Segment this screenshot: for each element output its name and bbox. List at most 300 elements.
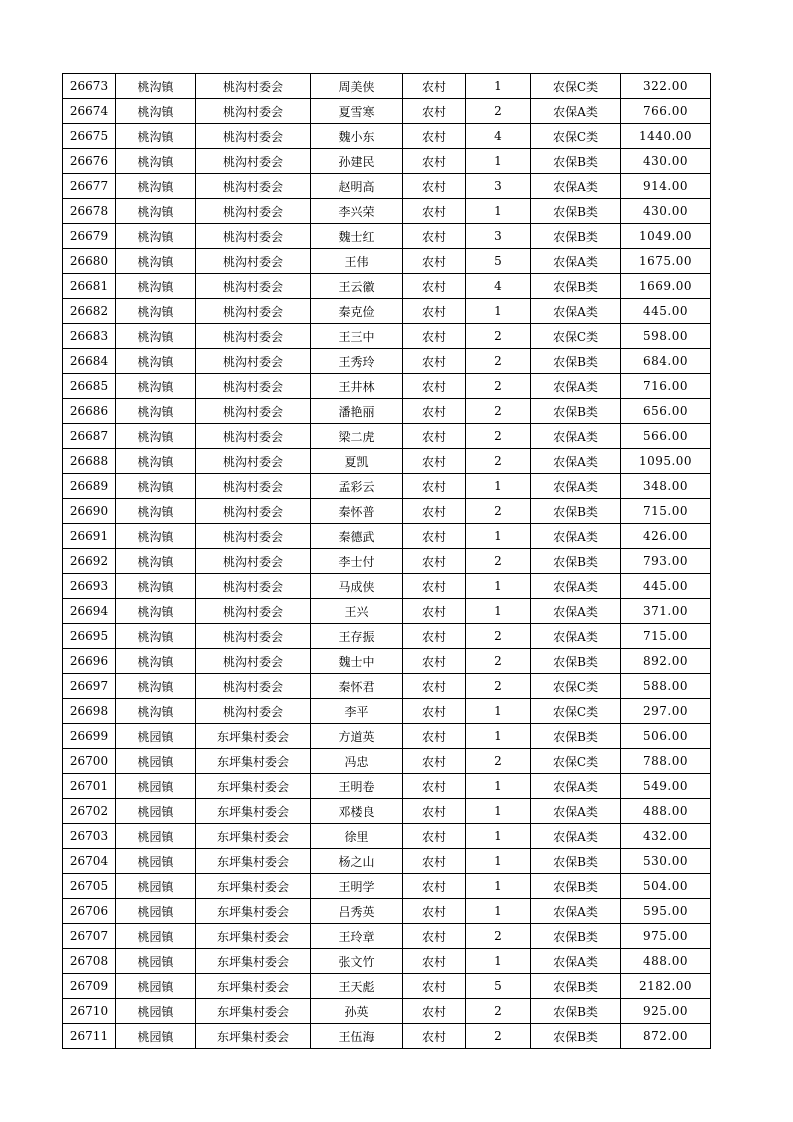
person-count: 5 [466,249,531,274]
village-committee: 桃沟村委会 [196,199,311,224]
amount: 432.00 [621,824,711,849]
person-name: 孟彩云 [311,474,403,499]
amount: 788.00 [621,749,711,774]
person-name: 秦德武 [311,524,403,549]
insurance-category: 农保C类 [531,674,621,699]
serial-number: 26710 [63,999,116,1024]
table-row [63,1024,711,1049]
amount: 1095.00 [621,449,711,474]
table-row [63,699,711,724]
town-name: 桃沟镇 [116,599,196,624]
insurance-category: 农保A类 [531,174,621,199]
village-committee: 桃沟村委会 [196,149,311,174]
serial-number: 26702 [63,799,116,824]
amount: 914.00 [621,174,711,199]
person-name: 秦怀君 [311,674,403,699]
residence-type: 农村 [403,474,466,499]
village-committee: 桃沟村委会 [196,424,311,449]
town-name: 桃沟镇 [116,149,196,174]
table-row [63,324,711,349]
town-name: 桃园镇 [116,799,196,824]
amount: 426.00 [621,524,711,549]
serial-number: 26711 [63,1024,116,1049]
residence-type: 农村 [403,74,466,99]
residence-type: 农村 [403,124,466,149]
serial-number: 26703 [63,824,116,849]
serial-number: 26691 [63,524,116,549]
person-count: 1 [466,899,531,924]
serial-number: 26694 [63,599,116,624]
person-name: 魏士中 [311,649,403,674]
amount: 506.00 [621,724,711,749]
serial-number: 26701 [63,774,116,799]
village-committee: 桃沟村委会 [196,449,311,474]
person-count: 4 [466,124,531,149]
amount: 766.00 [621,99,711,124]
person-count: 2 [466,749,531,774]
table-row [63,449,711,474]
serial-number: 26709 [63,974,116,999]
town-name: 桃沟镇 [116,324,196,349]
person-count: 1 [466,149,531,174]
serial-number: 26688 [63,449,116,474]
town-name: 桃沟镇 [116,574,196,599]
person-count: 2 [466,549,531,574]
town-name: 桃园镇 [116,899,196,924]
village-committee: 东坪集村委会 [196,749,311,774]
table-row [63,199,711,224]
insurance-category: 农保B类 [531,224,621,249]
village-committee: 桃沟村委会 [196,274,311,299]
village-committee: 东坪集村委会 [196,849,311,874]
town-name: 桃沟镇 [116,249,196,274]
person-name: 马成侠 [311,574,403,599]
serial-number: 26696 [63,649,116,674]
residence-type: 农村 [403,624,466,649]
person-name: 吕秀英 [311,899,403,924]
person-name: 孙英 [311,999,403,1024]
village-committee: 桃沟村委会 [196,374,311,399]
amount: 656.00 [621,399,711,424]
town-name: 桃沟镇 [116,374,196,399]
town-name: 桃沟镇 [116,224,196,249]
village-committee: 桃沟村委会 [196,499,311,524]
residence-type: 农村 [403,449,466,474]
serial-number: 26678 [63,199,116,224]
table-row [63,799,711,824]
amount: 872.00 [621,1024,711,1049]
person-name: 王伟 [311,249,403,274]
person-name: 王明卷 [311,774,403,799]
insurance-category: 农保C类 [531,74,621,99]
serial-number: 26700 [63,749,116,774]
village-committee: 桃沟村委会 [196,674,311,699]
town-name: 桃园镇 [116,974,196,999]
amount: 322.00 [621,74,711,99]
serial-number: 26679 [63,224,116,249]
village-committee: 桃沟村委会 [196,124,311,149]
insurance-category: 农保A类 [531,774,621,799]
residence-type: 农村 [403,799,466,824]
residence-type: 农村 [403,899,466,924]
insurance-category: 农保B类 [531,549,621,574]
town-name: 桃沟镇 [116,624,196,649]
town-name: 桃沟镇 [116,124,196,149]
person-count: 2 [466,1024,531,1049]
residence-type: 农村 [403,949,466,974]
town-name: 桃园镇 [116,724,196,749]
table-row [63,649,711,674]
insurance-category: 农保C类 [531,699,621,724]
insurance-category: 农保A类 [531,99,621,124]
person-name: 王秀玲 [311,349,403,374]
town-name: 桃园镇 [116,949,196,974]
residence-type: 农村 [403,574,466,599]
person-name: 魏士红 [311,224,403,249]
village-committee: 桃沟村委会 [196,74,311,99]
person-name: 徐里 [311,824,403,849]
insurance-category: 农保B类 [531,849,621,874]
table-row [63,274,711,299]
insurance-category: 农保B类 [531,924,621,949]
person-count: 1 [466,74,531,99]
serial-number: 26705 [63,874,116,899]
insurance-category: 农保A类 [531,424,621,449]
amount: 371.00 [621,599,711,624]
person-count: 2 [466,649,531,674]
insurance-category: 农保B类 [531,999,621,1024]
serial-number: 26673 [63,74,116,99]
village-committee: 桃沟村委会 [196,624,311,649]
table-row [63,749,711,774]
serial-number: 26708 [63,949,116,974]
person-name: 王伍海 [311,1024,403,1049]
residence-type: 农村 [403,299,466,324]
person-name: 赵明高 [311,174,403,199]
residence-type: 农村 [403,549,466,574]
table-row [63,349,711,374]
person-name: 夏雪寒 [311,99,403,124]
village-committee: 桃沟村委会 [196,349,311,374]
town-name: 桃园镇 [116,924,196,949]
serial-number: 26676 [63,149,116,174]
person-count: 2 [466,499,531,524]
residence-type: 农村 [403,274,466,299]
amount: 1049.00 [621,224,711,249]
insurance-category: 农保B类 [531,349,621,374]
village-committee: 东坪集村委会 [196,974,311,999]
serial-number: 26699 [63,724,116,749]
residence-type: 农村 [403,224,466,249]
residence-type: 农村 [403,349,466,374]
amount: 504.00 [621,874,711,899]
table-row [63,974,711,999]
village-committee: 桃沟村委会 [196,524,311,549]
town-name: 桃沟镇 [116,349,196,374]
person-count: 3 [466,174,531,199]
village-committee: 桃沟村委会 [196,249,311,274]
residence-type: 农村 [403,1024,466,1049]
serial-number: 26698 [63,699,116,724]
amount: 595.00 [621,899,711,924]
town-name: 桃沟镇 [116,274,196,299]
table-row [63,724,711,749]
person-count: 1 [466,699,531,724]
insurance-category: 农保B类 [531,199,621,224]
village-committee: 桃沟村委会 [196,474,311,499]
insurance-category: 农保A类 [531,474,621,499]
amount: 566.00 [621,424,711,449]
residence-type: 农村 [403,499,466,524]
amount: 684.00 [621,349,711,374]
person-count: 2 [466,424,531,449]
town-name: 桃沟镇 [116,524,196,549]
person-name: 李平 [311,699,403,724]
town-name: 桃沟镇 [116,99,196,124]
person-count: 1 [466,199,531,224]
person-count: 1 [466,724,531,749]
person-name: 秦克俭 [311,299,403,324]
person-count: 2 [466,349,531,374]
person-count: 4 [466,274,531,299]
amount: 488.00 [621,799,711,824]
person-name: 李兴荣 [311,199,403,224]
insurance-category: 农保A类 [531,799,621,824]
town-name: 桃沟镇 [116,74,196,99]
amount: 445.00 [621,574,711,599]
amount: 348.00 [621,474,711,499]
table-row [63,149,711,174]
person-name: 王云徽 [311,274,403,299]
insurance-category: 农保A类 [531,624,621,649]
table-row [63,99,711,124]
amount: 925.00 [621,999,711,1024]
town-name: 桃沟镇 [116,449,196,474]
serial-number: 26695 [63,624,116,649]
person-name: 王三中 [311,324,403,349]
village-committee: 桃沟村委会 [196,549,311,574]
person-name: 孙建民 [311,149,403,174]
residence-type: 农村 [403,749,466,774]
town-name: 桃沟镇 [116,399,196,424]
table-row [63,424,711,449]
village-committee: 东坪集村委会 [196,799,311,824]
person-name: 周美侠 [311,74,403,99]
village-committee: 桃沟村委会 [196,649,311,674]
person-name: 魏小东 [311,124,403,149]
table-row [63,474,711,499]
town-name: 桃沟镇 [116,499,196,524]
person-count: 1 [466,299,531,324]
person-count: 1 [466,799,531,824]
village-committee: 桃沟村委会 [196,299,311,324]
village-committee: 东坪集村委会 [196,924,311,949]
residence-type: 农村 [403,149,466,174]
town-name: 桃沟镇 [116,674,196,699]
town-name: 桃园镇 [116,749,196,774]
serial-number: 26686 [63,399,116,424]
person-count: 1 [466,849,531,874]
person-count: 2 [466,374,531,399]
person-count: 2 [466,449,531,474]
serial-number: 26674 [63,99,116,124]
table-row [63,824,711,849]
person-count: 1 [466,949,531,974]
insurance-category: 农保B类 [531,499,621,524]
person-count: 2 [466,99,531,124]
town-name: 桃沟镇 [116,474,196,499]
amount: 549.00 [621,774,711,799]
insurance-category: 农保B类 [531,724,621,749]
table-row [63,999,711,1024]
village-committee: 东坪集村委会 [196,1024,311,1049]
person-count: 1 [466,824,531,849]
person-name: 杨之山 [311,849,403,874]
town-name: 桃园镇 [116,999,196,1024]
person-count: 2 [466,399,531,424]
insurance-category: 农保B类 [531,1024,621,1049]
amount: 598.00 [621,324,711,349]
person-name: 李士付 [311,549,403,574]
amount: 1669.00 [621,274,711,299]
village-committee: 桃沟村委会 [196,399,311,424]
village-committee: 桃沟村委会 [196,599,311,624]
insurance-category: 农保B类 [531,874,621,899]
residence-type: 农村 [403,874,466,899]
insurance-category: 农保A类 [531,299,621,324]
person-name: 王存振 [311,624,403,649]
table-row [63,174,711,199]
residence-type: 农村 [403,849,466,874]
insurance-category: 农保A类 [531,374,621,399]
village-committee: 桃沟村委会 [196,699,311,724]
insurance-category: 农保B类 [531,149,621,174]
table-row [63,524,711,549]
person-name: 邓楼良 [311,799,403,824]
village-committee: 东坪集村委会 [196,824,311,849]
insurance-category: 农保A类 [531,449,621,474]
person-count: 1 [466,574,531,599]
residence-type: 农村 [403,774,466,799]
amount: 430.00 [621,149,711,174]
residence-type: 农村 [403,524,466,549]
table-row [63,74,711,99]
person-name: 王兴 [311,599,403,624]
person-count: 1 [466,774,531,799]
amount: 716.00 [621,374,711,399]
insurance-category: 农保A类 [531,524,621,549]
insurance-category: 农保B类 [531,649,621,674]
insurance-category: 农保A类 [531,249,621,274]
table-row [63,924,711,949]
residence-type: 农村 [403,99,466,124]
table-row [63,849,711,874]
person-name: 梁二虎 [311,424,403,449]
amount: 488.00 [621,949,711,974]
town-name: 桃沟镇 [116,174,196,199]
serial-number: 26707 [63,924,116,949]
village-committee: 东坪集村委会 [196,999,311,1024]
village-committee: 东坪集村委会 [196,874,311,899]
village-committee: 桃沟村委会 [196,224,311,249]
serial-number: 26704 [63,849,116,874]
insurance-category: 农保B类 [531,974,621,999]
serial-number: 26675 [63,124,116,149]
amount: 1675.00 [621,249,711,274]
insurance-category: 农保C类 [531,749,621,774]
serial-number: 26682 [63,299,116,324]
town-name: 桃沟镇 [116,699,196,724]
residence-type: 农村 [403,824,466,849]
amount: 430.00 [621,199,711,224]
person-count: 1 [466,599,531,624]
residence-type: 农村 [403,724,466,749]
town-name: 桃园镇 [116,774,196,799]
person-name: 潘艳丽 [311,399,403,424]
residence-type: 农村 [403,174,466,199]
serial-number: 26689 [63,474,116,499]
village-committee: 东坪集村委会 [196,899,311,924]
amount: 715.00 [621,499,711,524]
table-row [63,574,711,599]
person-count: 1 [466,874,531,899]
records-table [62,73,711,1049]
town-name: 桃沟镇 [116,199,196,224]
serial-number: 26683 [63,324,116,349]
person-name: 张文竹 [311,949,403,974]
serial-number: 26687 [63,424,116,449]
insurance-category: 农保B类 [531,399,621,424]
serial-number: 26697 [63,674,116,699]
insurance-category: 农保C类 [531,124,621,149]
residence-type: 农村 [403,924,466,949]
serial-number: 26684 [63,349,116,374]
table-row [63,899,711,924]
person-name: 夏凯 [311,449,403,474]
insurance-category: 农保A类 [531,574,621,599]
serial-number: 26681 [63,274,116,299]
person-count: 1 [466,524,531,549]
insurance-category: 农保C类 [531,324,621,349]
serial-number: 26693 [63,574,116,599]
table-row [63,624,711,649]
amount: 975.00 [621,924,711,949]
table-body [63,74,711,1049]
table-row [63,949,711,974]
village-committee: 东坪集村委会 [196,724,311,749]
residence-type: 农村 [403,974,466,999]
residence-type: 农村 [403,399,466,424]
amount: 588.00 [621,674,711,699]
person-name: 冯忠 [311,749,403,774]
residence-type: 农村 [403,999,466,1024]
residence-type: 农村 [403,674,466,699]
town-name: 桃沟镇 [116,424,196,449]
residence-type: 农村 [403,374,466,399]
table-row [63,224,711,249]
residence-type: 农村 [403,249,466,274]
insurance-category: 农保A类 [531,599,621,624]
town-name: 桃园镇 [116,874,196,899]
serial-number: 26677 [63,174,116,199]
table-row [63,124,711,149]
residence-type: 农村 [403,199,466,224]
person-count: 2 [466,924,531,949]
person-name: 王玲章 [311,924,403,949]
residence-type: 农村 [403,649,466,674]
table-row [63,674,711,699]
table-row [63,399,711,424]
